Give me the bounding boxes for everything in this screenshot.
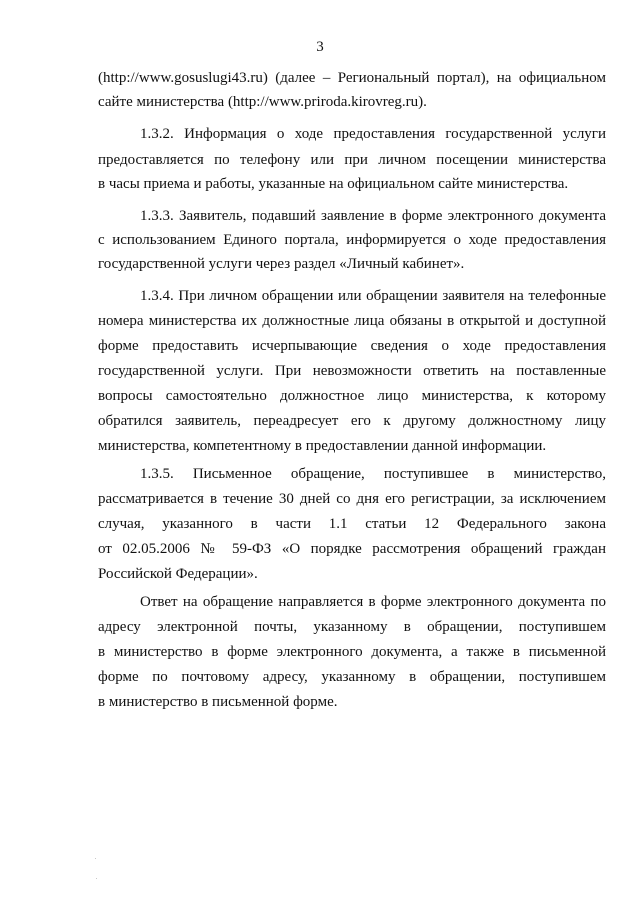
paragraph-line: Российской Федерации». (98, 566, 258, 582)
paragraph-line: министерства, компетентному в предоставлении данной информации. (98, 438, 547, 454)
paragraph-line: 1.3.3. Заявитель, подавший заявление в форме электронного документа (140, 208, 606, 224)
paragraph-line: предоставляется по телефону или при личном посещении министерства (98, 152, 606, 168)
paragraph-line: от 02.05.2006 № 59-ФЗ «О порядке рассмотрения обращений граждан (98, 541, 606, 557)
paragraph-line: адресу электронной почты, указанному в обращении, поступившем (98, 619, 606, 635)
paragraph-line: 1.3.5. Письменное обращение, поступившее в министерство, (140, 466, 606, 482)
scan-speck (96, 878, 97, 879)
paragraph-line: государственной услуги через раздел «Личный кабинет». (98, 256, 465, 272)
paragraph-line: вопросы самостоятельно должностное лицо министерства, к которому (98, 388, 606, 404)
paragraph-line: форме по почтовому адресу, указанному в обращении, поступившем (98, 669, 606, 685)
paragraph-line: форме предоставить исчерпывающие сведения о ходе предоставления (98, 338, 606, 354)
page-number: 3 (316, 39, 324, 55)
paragraph-line: Ответ на обращение направляется в форме электронного документа по (140, 594, 606, 610)
paragraph-line: обратился заявитель, переадресует его к другому должностному лицу (98, 413, 606, 429)
paragraph-line: в министерство в форме электронного документа, а также в письменной (98, 644, 606, 660)
paragraph-line: сайте министерства (http://www.priroda.kirovreg.ru). (98, 94, 427, 110)
paragraph-line: случая, указанного в части 1.1 статьи 12 Федерального закона (98, 516, 606, 532)
paragraph-line: 1.3.4. При личном обращении или обращении заявителя на телефонные (140, 288, 606, 304)
scan-speck (95, 858, 96, 859)
paragraph-line: (http://www.gosuslugi43.ru) (далее – Региональный портал), на официальном (98, 70, 606, 86)
paragraph-line: номера министерства их должностные лица обязаны в открытой и доступной (98, 313, 606, 329)
paragraph-line: в часы приема и работы, указанные на официальном сайте министерства. (98, 176, 569, 192)
paragraph-line: в министерство в письменной форме. (98, 694, 338, 710)
paragraph-line: 1.3.2. Информация о ходе предоставления государственной услуги (140, 126, 606, 142)
paragraph-line: рассматривается в течение 30 дней со дня его регистрации, за исключением (98, 491, 606, 507)
paragraph-line: с использованием Единого портала, информируется о ходе предоставления (98, 232, 606, 248)
paragraph-line: государственной услуги. При невозможности ответить на поставленные (98, 363, 606, 379)
